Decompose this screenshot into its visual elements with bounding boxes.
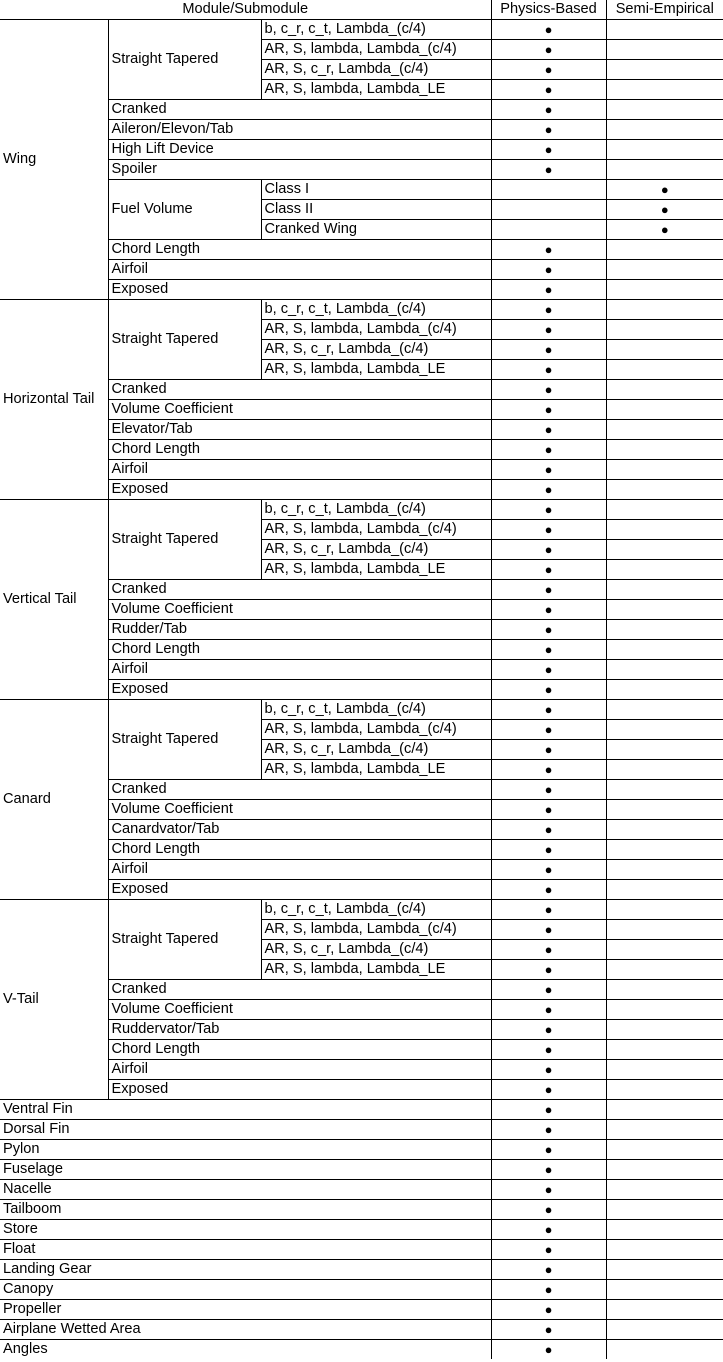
table-row	[0, 1240, 723, 1260]
physics-based-mark: ●	[491, 300, 606, 320]
tapered-method-cell: AR, S, lambda, Lambda_LE	[261, 560, 491, 580]
submodule-cell: Chord Length	[108, 240, 491, 260]
module-single-cell: Tailboom	[0, 1200, 491, 1220]
fuel-volume-method-cell: Class I	[261, 180, 491, 200]
semi-empirical-cell	[606, 540, 723, 560]
physics-based-mark: ●	[491, 780, 606, 800]
table-row	[0, 420, 723, 440]
semi-empirical-cell	[606, 720, 723, 740]
semi-empirical-cell	[606, 300, 723, 320]
semi-empirical-cell	[606, 620, 723, 640]
semi-empirical-cell	[606, 1140, 723, 1160]
tapered-method-cell: b, c_r, c_t, Lambda_(c/4)	[261, 700, 491, 720]
physics-based-mark: ●	[491, 1240, 606, 1260]
submodule-cell: Chord Length	[108, 840, 491, 860]
module-wing: Wing	[0, 20, 108, 300]
physics-based-mark: ●	[491, 100, 606, 120]
table-row	[0, 900, 723, 920]
semi-empirical-cell	[606, 100, 723, 120]
physics-based-mark: ●	[491, 800, 606, 820]
straight-tapered-label: Straight Tapered	[108, 20, 261, 100]
submodule-cell: Volume Coefficient	[108, 600, 491, 620]
semi-empirical-cell	[606, 60, 723, 80]
semi-empirical-cell	[606, 1280, 723, 1300]
table-row	[0, 660, 723, 680]
submodule-cell: Cranked	[108, 980, 491, 1000]
semi-empirical-cell	[606, 160, 723, 180]
physics-based-mark: ●	[491, 1300, 606, 1320]
physics-based-mark: ●	[491, 440, 606, 460]
semi-empirical-mark: ●	[606, 180, 723, 200]
table-row	[0, 100, 723, 120]
semi-empirical-cell	[606, 1220, 723, 1240]
semi-empirical-cell	[606, 800, 723, 820]
module-single-cell: Ventral Fin	[0, 1100, 491, 1120]
tapered-method-cell: AR, S, c_r, Lambda_(c/4)	[261, 340, 491, 360]
semi-empirical-cell	[606, 1040, 723, 1060]
module-horizontal-tail: Horizontal Tail	[0, 300, 108, 500]
table-row	[0, 700, 723, 720]
physics-based-mark: ●	[491, 540, 606, 560]
table-row	[0, 780, 723, 800]
module-single-cell: Pylon	[0, 1140, 491, 1160]
tapered-method-cell: AR, S, lambda, Lambda_LE	[261, 80, 491, 100]
semi-empirical-cell	[606, 40, 723, 60]
physics-based-mark: ●	[491, 1280, 606, 1300]
physics-based-mark: ●	[491, 620, 606, 640]
semi-empirical-cell	[606, 380, 723, 400]
table-row	[0, 1000, 723, 1020]
straight-tapered-label: Straight Tapered	[108, 700, 261, 780]
semi-empirical-cell	[606, 1080, 723, 1100]
physics-based-mark: ●	[491, 980, 606, 1000]
straight-tapered-label: Straight Tapered	[108, 900, 261, 980]
semi-empirical-cell	[606, 420, 723, 440]
semi-empirical-cell	[606, 360, 723, 380]
semi-empirical-cell	[606, 1000, 723, 1020]
table-row	[0, 380, 723, 400]
tapered-method-cell: AR, S, lambda, Lambda_(c/4)	[261, 520, 491, 540]
table-row	[0, 180, 723, 200]
table-row	[0, 1080, 723, 1100]
table-row	[0, 1300, 723, 1320]
physics-based-mark: ●	[491, 480, 606, 500]
submodule-cell: Volume Coefficient	[108, 800, 491, 820]
table-row	[0, 640, 723, 660]
semi-empirical-cell	[606, 880, 723, 900]
semi-empirical-cell	[606, 20, 723, 40]
module-single-cell: Propeller	[0, 1300, 491, 1320]
physics-based-mark: ●	[491, 460, 606, 480]
semi-empirical-cell	[606, 700, 723, 720]
semi-empirical-cell	[606, 460, 723, 480]
semi-empirical-cell	[606, 920, 723, 940]
table-row	[0, 1280, 723, 1300]
tapered-method-cell: AR, S, lambda, Lambda_(c/4)	[261, 920, 491, 940]
semi-empirical-cell	[606, 1340, 723, 1360]
straight-tapered-label: Straight Tapered	[108, 500, 261, 580]
physics-based-mark: ●	[491, 940, 606, 960]
submodule-cell: Rudder/Tab	[108, 620, 491, 640]
physics-based-mark: ●	[491, 700, 606, 720]
physics-based-mark: ●	[491, 860, 606, 880]
physics-based-mark: ●	[491, 1260, 606, 1280]
table-row	[0, 840, 723, 860]
table-row	[0, 1180, 723, 1200]
physics-based-mark: ●	[491, 140, 606, 160]
table-row	[0, 400, 723, 420]
physics-based-mark: ●	[491, 600, 606, 620]
semi-empirical-cell	[606, 580, 723, 600]
table-row	[0, 480, 723, 500]
tapered-method-cell: b, c_r, c_t, Lambda_(c/4)	[261, 500, 491, 520]
physics-based-mark: ●	[491, 280, 606, 300]
table-row	[0, 460, 723, 480]
physics-based-mark: ●	[491, 680, 606, 700]
tapered-method-cell: AR, S, lambda, Lambda_LE	[261, 760, 491, 780]
submodule-cell: Exposed	[108, 880, 491, 900]
tapered-method-cell: AR, S, c_r, Lambda_(c/4)	[261, 540, 491, 560]
physics-based-mark: ●	[491, 20, 606, 40]
table-row	[0, 1060, 723, 1080]
table-row	[0, 1100, 723, 1120]
table-row	[0, 1120, 723, 1140]
semi-empirical-cell	[606, 120, 723, 140]
submodule-cell: High Lift Device	[108, 140, 491, 160]
table-row	[0, 620, 723, 640]
table-row	[0, 500, 723, 520]
semi-empirical-cell	[606, 1200, 723, 1220]
table-row	[0, 860, 723, 880]
semi-empirical-cell	[606, 940, 723, 960]
semi-empirical-cell	[606, 520, 723, 540]
submodule-cell: Airfoil	[108, 1060, 491, 1080]
module-single-cell: Float	[0, 1240, 491, 1260]
tapered-method-cell: AR, S, c_r, Lambda_(c/4)	[261, 60, 491, 80]
straight-tapered-label: Straight Tapered	[108, 300, 261, 380]
physics-based-mark: ●	[491, 320, 606, 340]
physics-based-mark: ●	[491, 820, 606, 840]
table-row	[0, 680, 723, 700]
table-row	[0, 440, 723, 460]
table-row	[0, 600, 723, 620]
module-single-cell: Dorsal Fin	[0, 1120, 491, 1140]
physics-based-mark: ●	[491, 260, 606, 280]
fuel-volume-label: Fuel Volume	[108, 180, 261, 240]
semi-empirical-cell	[606, 240, 723, 260]
physics-based-mark: ●	[491, 60, 606, 80]
physics-based-mark: ●	[491, 640, 606, 660]
semi-empirical-cell	[606, 840, 723, 860]
physics-based-mark: ●	[491, 1020, 606, 1040]
submodule-cell: Exposed	[108, 1080, 491, 1100]
tapered-method-cell: AR, S, lambda, Lambda_LE	[261, 360, 491, 380]
semi-empirical-cell	[606, 400, 723, 420]
physics-based-cell	[491, 220, 606, 240]
tapered-method-cell: b, c_r, c_t, Lambda_(c/4)	[261, 20, 491, 40]
table-row	[0, 160, 723, 180]
module-single-cell: Angles	[0, 1340, 491, 1360]
physics-based-mark: ●	[491, 740, 606, 760]
semi-empirical-cell	[606, 80, 723, 100]
physics-based-mark: ●	[491, 720, 606, 740]
semi-empirical-cell	[606, 1160, 723, 1180]
physics-based-mark: ●	[491, 500, 606, 520]
module-single-cell: Fuselage	[0, 1160, 491, 1180]
submodule-cell: Airfoil	[108, 460, 491, 480]
submodule-cell: Volume Coefficient	[108, 400, 491, 420]
submodule-cell: Cranked	[108, 580, 491, 600]
table-row	[0, 1040, 723, 1060]
physics-based-mark: ●	[491, 240, 606, 260]
semi-empirical-cell	[606, 1300, 723, 1320]
physics-based-mark: ●	[491, 880, 606, 900]
physics-based-mark: ●	[491, 920, 606, 940]
physics-based-mark: ●	[491, 420, 606, 440]
physics-based-cell	[491, 200, 606, 220]
semi-empirical-cell	[606, 280, 723, 300]
table-row	[0, 260, 723, 280]
physics-based-mark: ●	[491, 400, 606, 420]
table-row	[0, 140, 723, 160]
physics-based-mark: ●	[491, 960, 606, 980]
semi-empirical-cell	[606, 260, 723, 280]
physics-based-mark: ●	[491, 1200, 606, 1220]
semi-empirical-cell	[606, 660, 723, 680]
submodule-cell: Ruddervator/Tab	[108, 1020, 491, 1040]
submodule-cell: Cranked	[108, 780, 491, 800]
physics-based-mark: ●	[491, 1120, 606, 1140]
physics-based-mark: ●	[491, 1160, 606, 1180]
fuel-volume-method-cell: Cranked Wing	[261, 220, 491, 240]
physics-based-mark: ●	[491, 1000, 606, 1020]
table-row	[0, 1220, 723, 1240]
submodule-cell: Aileron/Elevon/Tab	[108, 120, 491, 140]
submodule-cell: Airfoil	[108, 860, 491, 880]
table-row	[0, 280, 723, 300]
physics-based-mark: ●	[491, 120, 606, 140]
physics-based-mark: ●	[491, 1180, 606, 1200]
table-row	[0, 120, 723, 140]
physics-based-mark: ●	[491, 160, 606, 180]
submodule-cell: Canardvator/Tab	[108, 820, 491, 840]
physics-based-mark: ●	[491, 840, 606, 860]
semi-empirical-mark: ●	[606, 200, 723, 220]
semi-empirical-cell	[606, 860, 723, 880]
submodule-cell: Chord Length	[108, 440, 491, 460]
table-row	[0, 1260, 723, 1280]
submodule-cell: Chord Length	[108, 1040, 491, 1060]
physics-based-cell	[491, 180, 606, 200]
physics-based-mark: ●	[491, 80, 606, 100]
semi-empirical-cell	[606, 1320, 723, 1340]
submodule-cell: Cranked	[108, 100, 491, 120]
physics-based-mark: ●	[491, 340, 606, 360]
submodule-cell: Spoiler	[108, 160, 491, 180]
submodule-cell: Exposed	[108, 680, 491, 700]
semi-empirical-cell	[606, 980, 723, 1000]
semi-empirical-cell	[606, 960, 723, 980]
module-single-cell: Landing Gear	[0, 1260, 491, 1280]
semi-empirical-cell	[606, 820, 723, 840]
module-vertical-tail: Vertical Tail	[0, 500, 108, 700]
semi-empirical-cell	[606, 560, 723, 580]
table-row	[0, 1340, 723, 1360]
table-row	[0, 1200, 723, 1220]
tapered-method-cell: AR, S, c_r, Lambda_(c/4)	[261, 940, 491, 960]
physics-based-mark: ●	[491, 560, 606, 580]
semi-empirical-cell	[606, 1120, 723, 1140]
physics-based-mark: ●	[491, 40, 606, 60]
physics-based-mark: ●	[491, 1140, 606, 1160]
physics-based-mark: ●	[491, 1040, 606, 1060]
semi-empirical-cell	[606, 740, 723, 760]
semi-empirical-cell	[606, 1020, 723, 1040]
semi-empirical-cell	[606, 1240, 723, 1260]
table-row	[0, 880, 723, 900]
physics-based-mark: ●	[491, 380, 606, 400]
submodule-cell: Chord Length	[108, 640, 491, 660]
physics-based-mark: ●	[491, 660, 606, 680]
submodule-cell: Cranked	[108, 380, 491, 400]
tapered-method-cell: AR, S, c_r, Lambda_(c/4)	[261, 740, 491, 760]
table-row	[0, 1160, 723, 1180]
table-row	[0, 820, 723, 840]
module-single-cell: Canopy	[0, 1280, 491, 1300]
physics-based-mark: ●	[491, 1060, 606, 1080]
semi-empirical-cell	[606, 760, 723, 780]
module-submodule-header: Module/Submodule	[0, 0, 491, 20]
table-row	[0, 1320, 723, 1340]
module-single-cell: Airplane Wetted Area	[0, 1320, 491, 1340]
semi-empirical-cell	[606, 1060, 723, 1080]
semi-empirical-cell	[606, 680, 723, 700]
physics-based-mark: ●	[491, 760, 606, 780]
physics-based-mark: ●	[491, 360, 606, 380]
table-row	[0, 980, 723, 1000]
physics-based-mark: ●	[491, 1340, 606, 1360]
submodule-cell: Exposed	[108, 280, 491, 300]
semi-empirical-cell	[606, 600, 723, 620]
table-row	[0, 300, 723, 320]
table-row	[0, 1020, 723, 1040]
submodule-cell: Volume Coefficient	[108, 1000, 491, 1020]
tapered-method-cell: b, c_r, c_t, Lambda_(c/4)	[261, 300, 491, 320]
tapered-method-cell: AR, S, lambda, Lambda_LE	[261, 960, 491, 980]
semi-empirical-cell	[606, 640, 723, 660]
tapered-method-cell: AR, S, lambda, Lambda_(c/4)	[261, 320, 491, 340]
physics-based-mark: ●	[491, 1320, 606, 1340]
physics-based-mark: ●	[491, 900, 606, 920]
semi-empirical-cell	[606, 340, 723, 360]
submodule-cell: Airfoil	[108, 660, 491, 680]
physics-based-mark: ●	[491, 1080, 606, 1100]
module-single-cell: Store	[0, 1220, 491, 1240]
semi-empirical-cell	[606, 1100, 723, 1120]
physics-based-mark: ●	[491, 1220, 606, 1240]
semi-empirical-cell	[606, 440, 723, 460]
semi-empirical-mark: ●	[606, 220, 723, 240]
semi-empirical-header: Semi-Empirical	[606, 0, 723, 20]
header-row	[0, 0, 723, 20]
physics-based-header: Physics-Based	[491, 0, 606, 20]
module-v-tail: V-Tail	[0, 900, 108, 1100]
submodule-cell: Exposed	[108, 480, 491, 500]
semi-empirical-cell	[606, 500, 723, 520]
semi-empirical-cell	[606, 900, 723, 920]
semi-empirical-cell	[606, 320, 723, 340]
module-canard: Canard	[0, 700, 108, 900]
physics-based-mark: ●	[491, 520, 606, 540]
table-row	[0, 800, 723, 820]
semi-empirical-cell	[606, 1180, 723, 1200]
tapered-method-cell: AR, S, lambda, Lambda_(c/4)	[261, 720, 491, 740]
table-row	[0, 20, 723, 40]
table-row	[0, 1140, 723, 1160]
table-row	[0, 240, 723, 260]
tapered-method-cell: b, c_r, c_t, Lambda_(c/4)	[261, 900, 491, 920]
semi-empirical-cell	[606, 140, 723, 160]
physics-based-mark: ●	[491, 580, 606, 600]
fuel-volume-method-cell: Class II	[261, 200, 491, 220]
table-row	[0, 580, 723, 600]
module-single-cell: Nacelle	[0, 1180, 491, 1200]
semi-empirical-cell	[606, 780, 723, 800]
submodule-cell: Elevator/Tab	[108, 420, 491, 440]
submodule-cell: Airfoil	[108, 260, 491, 280]
semi-empirical-cell	[606, 480, 723, 500]
tapered-method-cell: AR, S, lambda, Lambda_(c/4)	[261, 40, 491, 60]
semi-empirical-cell	[606, 1260, 723, 1280]
physics-based-mark: ●	[491, 1100, 606, 1120]
